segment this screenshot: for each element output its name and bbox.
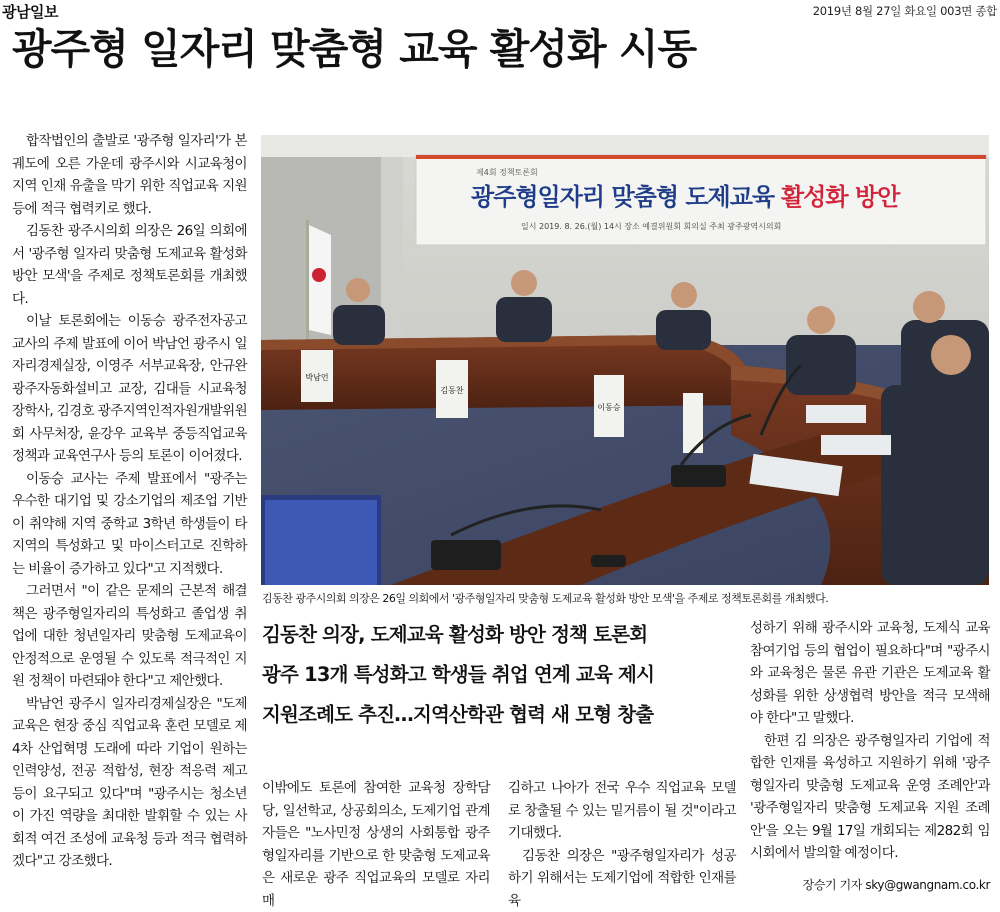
nameplate-kim: 김동찬 [440,385,463,395]
photo-caption: 김동찬 광주시의회 의장은 26일 의회에서 '광주형일자리 맞춤형 도제교육 활성화 방안 모색'을 주제로 정책토론회를 개최했다. [262,590,988,606]
banner-title: 광주형일자리 맞춤형 도제교육 [471,183,776,211]
paragraph: 이날 토론회에는 이동승 광주전자공고 교사의 주제 발표에 이어 박남언 광주시 일자리경제실장, 이영주 서부교육장, 안규완 광주자동화설비고 교장, 김대들 시교육청 장학사, 김경호 광주지역인적자원개발위원회 사무처장, 윤강우 교육부 중등직업교육정책과 교육연구사 등의 토론이 이어졌다. [12,310,247,468]
reporter-byline: 장승기 기자 sky@gwangnam.co.kr [803,876,990,893]
paragraph: 이동승 교사는 주제 발표에서 "광주는 우수한 대기업 및 강소기업의 제조업 기반이 취약해 지역 중학교 3학년 학생들이 타 지역의 특성화고 및 마이스터고로 진학하는 비율이 증가하고 있다"고 지적했다. [12,468,247,581]
nameplate-lee: 이동승 [597,402,620,412]
article-column-left [12,130,247,873]
news-photo [261,135,989,585]
paragraph: 박남언 광주시 일자리경제실장은 "도제교육은 현장 중심 직업교육 훈련 모델로 제4차 산업혁명 도래에 따라 기업이 원하는 인력양성, 전공 적합성, 현장 적응력 제고 등이 요구되고 있다"며 "광주시는 청소년이 가진 역량을 최대한 발휘할 수 있는 사회적 여건 조성에 교육청 등과 적극 협력하겠다"고 강조했다. [12,693,247,873]
paragraph: 김하고 나아가 전국 우수 직업교육 모델로 창출될 수 있는 밑거름이 될 것"이라고 기대했다. [508,777,736,845]
banner-small-text: 제4회 정책토론회 [476,167,538,177]
paragraph: 그러면서 "이 같은 문제의 근본적 해결책은 광주형일자리의 특성화고 졸업생 취업에 대한 청년일자리 맞춤형 도제교육이 안정적으로 운영될 수 있도록 적극적인 지원 정책이 마련돼야 한다"고 제안했다. [12,580,247,693]
subheadline-group [262,615,734,735]
paragraph: 성하기 위해 광주시와 교육청, 도제식 교육 참여기업 등의 협업이 필요하다"며 "광주시와 교육청은 물론 유관 기관은 도제교육 활성화를 위한 상생협력 방안을 적극 모색해야 한다"고 말했다. [750,617,990,730]
article-column-mid-2 [508,777,736,912]
newspaper-masthead: 광남일보 [2,1,58,22]
article-column-right [750,617,990,865]
paragraph: 이밖에도 토론에 참여한 교육청 장학담당, 일선학교, 상공회의소, 도제기업 관계자들은 "노사민정 상생의 사회통합 광주형일자리를 기반으로 한 맞춤형 도제교육은 새로운 광주 직업교육의 모델로 자리매 [262,777,490,912]
article-column-mid-1 [262,777,490,912]
banner-info: 일시 2019. 8. 26.(월) 14시 장소 예결위원회 회의실 주최 광주광역시의회 [521,221,781,231]
paragraph: 한편 김 의장은 광주형일자리 기업에 적합한 인재를 육성하고 지원하기 위해 '광주형일자리 맞춤형 도제교육 운영 조례안'과 '광주형일자리 맞춤형 도제교육 지원 조례안'을 오는 9월 17일 개회되는 제282회 임시회에서 발의할 예정이다. [750,730,990,865]
paragraph: 김동찬 광주시의회 의장은 26일 의회에서 '광주형 일자리 맞춤형 도제교육 활성화 방안 모색'을 주제로 정책토론회를 개최했다. [12,220,247,310]
paragraph: 김동찬 의장은 "광주형일자리가 성공하기 위해서는 도제기업에 적합한 인재를 육 [508,845,736,912]
headline: 광주형 일자리 맞춤형 교육 활성화 시동 [12,16,992,75]
nameplate-park: 박남언 [305,372,328,382]
subheadline: 지원조례도 추진…지역산학관 협력 새 모형 창출 [262,695,734,735]
subheadline: 김동찬 의장, 도제교육 활성화 방안 정책 토론회 [262,615,734,655]
subheadline: 광주 13개 특성화고 학생들 취업 연계 교육 제시 [262,655,734,695]
banner-highlight: 활성화 방안 [780,183,901,211]
event-banner [416,155,986,245]
dateline: 2019년 8월 27일 화요일 003면 종합 [813,3,997,19]
paragraph: 합작법인의 출발로 '광주형 일자리'가 본궤도에 오른 가운데 광주시와 시교육청이 지역 인재 유출을 막기 위한 직업교육 지원 등에 적극 협력키로 했다. [12,130,247,220]
